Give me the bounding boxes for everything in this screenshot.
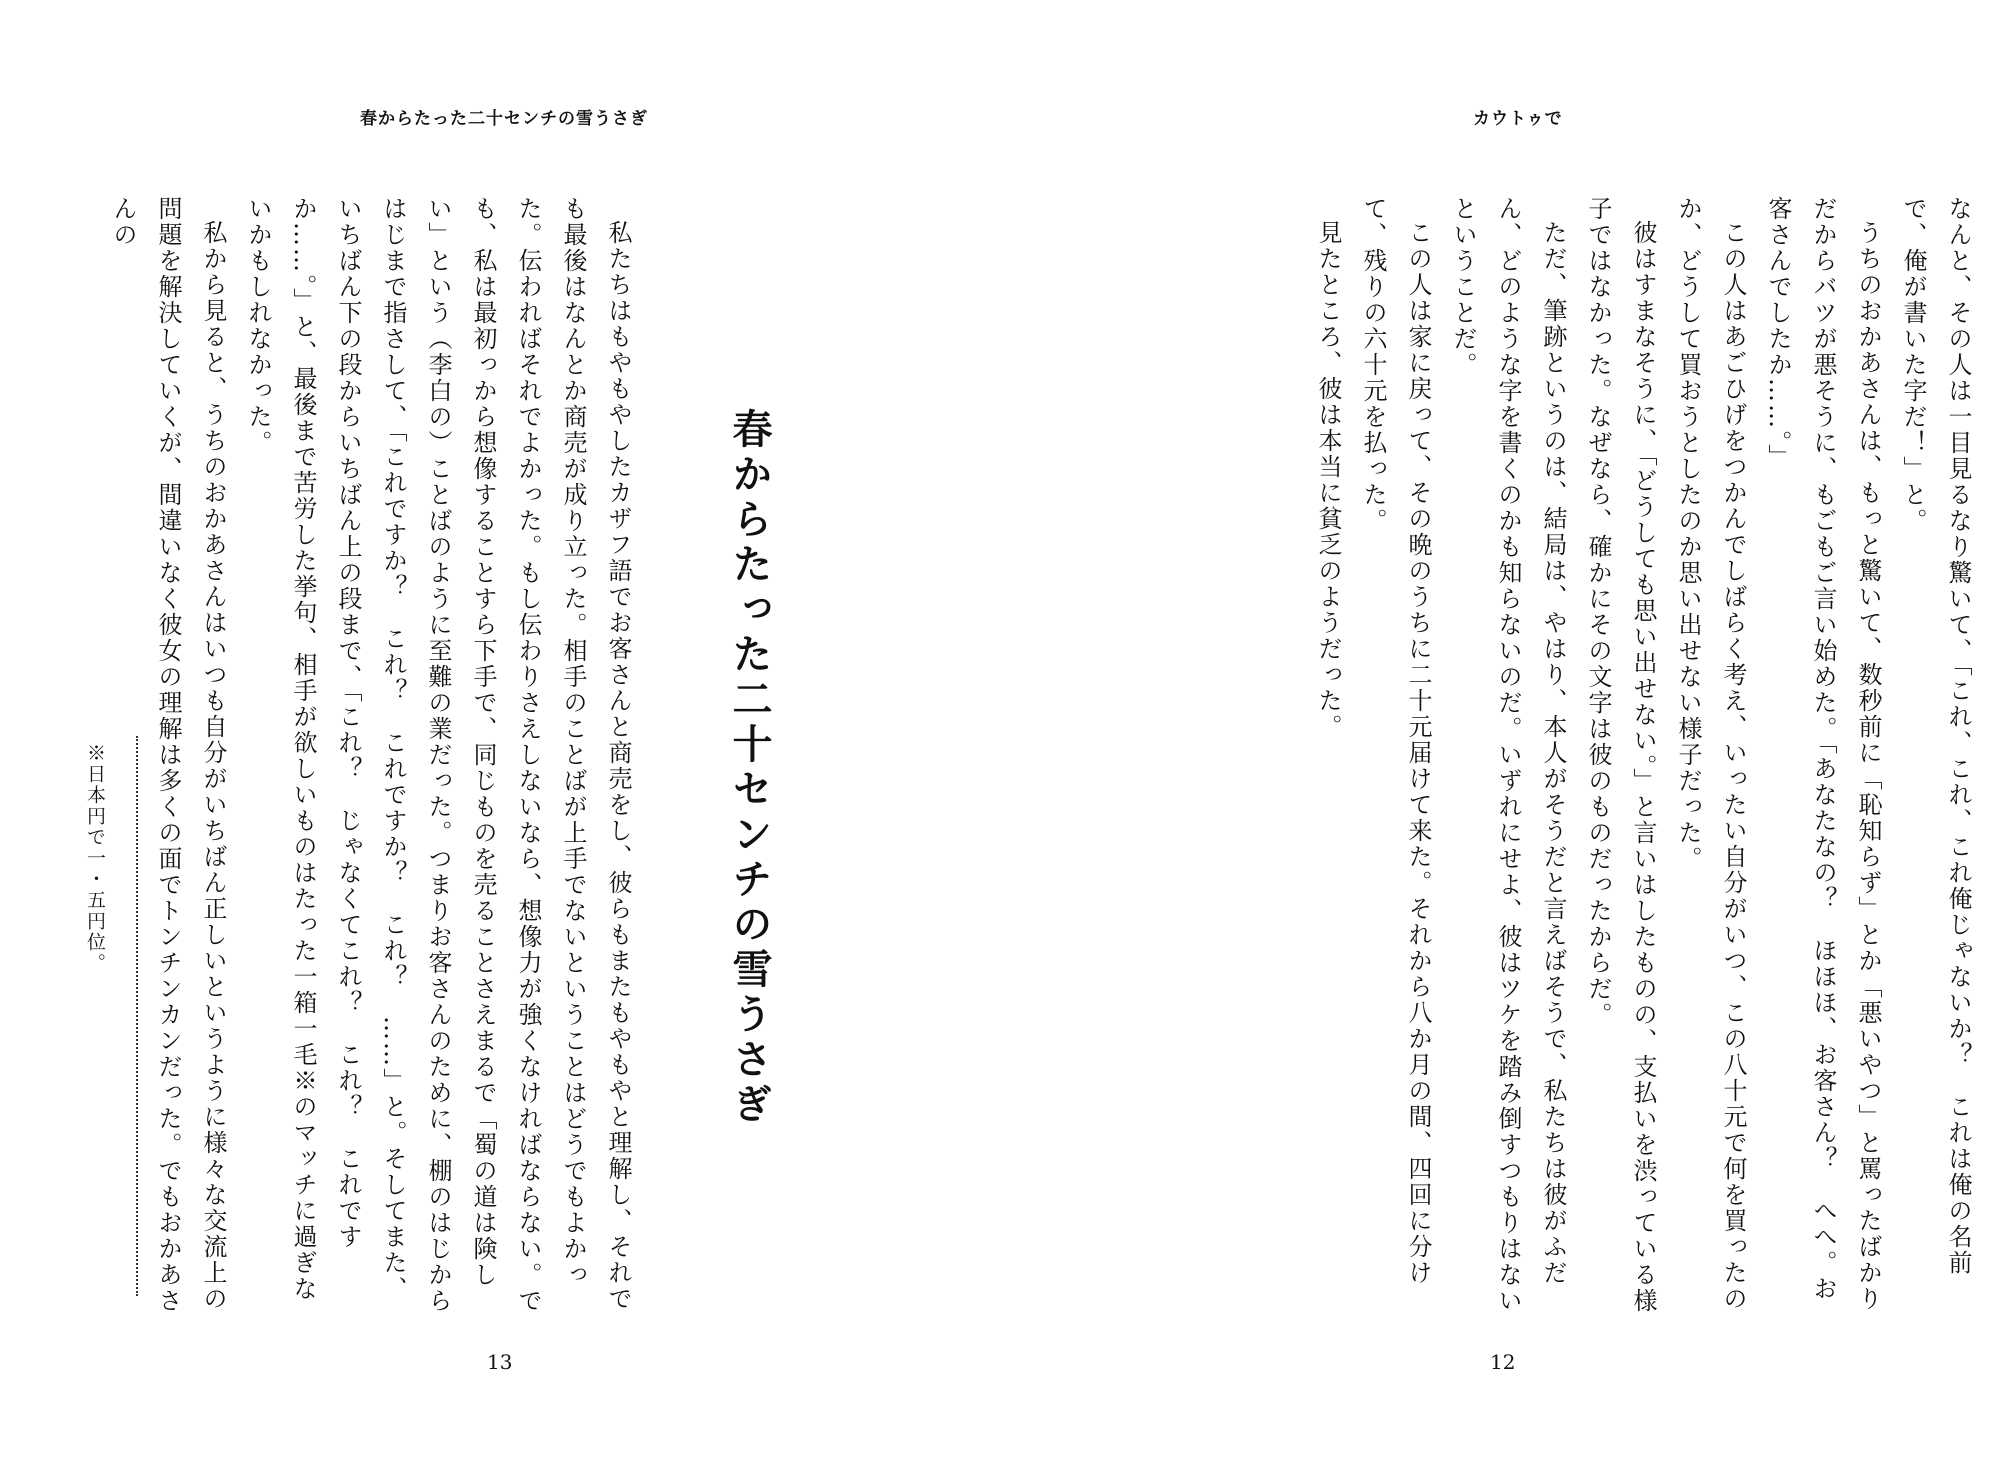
right-paragraph-5: ただ、筆跡というのは、結局は、やはり、本人がそうだと言えばそうで、私たちは彼がふだん、どのような字を書くのかも知らないのだ。いずれにせよ、彼はツケを踏み倒すつもりはないということだ。 [1449,196,1567,1314]
right-paragraph-7: 見たところ、彼は本当に貧乏のようだった。 [1314,220,1342,740]
right-page-body [1130,196,1980,1322]
right-paragraph-2: うちのおかあさんは、もっと驚いて、数秒前に「恥知らず」とか「悪いやつ」と罵ったばかりだからバツが悪そうに、もごもご言い始めた。「あなたなの？ ほほほ、お客さん？ へへ。お客さんでしたか……。」 [1764,196,1882,1312]
running-head-right: カウトゥで [1473,109,1563,129]
right-page [1000,0,2000,1469]
right-paragraph-6: この人は家に戻って、その晩のうちに二十元届けて来た。それから八か月の間、四回に分けて、残りの六十元を払った。 [1359,196,1432,1286]
running-head-left: 春からたった二十センチの雪うさぎ [360,109,648,129]
right-paragraph-1: なんと、その人は一目見るなり驚いて、「これ、これ、これ俺じゃないか？ これは俺の名前で、俺が書いた字だ！」と。 [1899,196,1972,1276]
left-paragraph-2: 私から見ると、うちのおかあさんはいつも自分がいちばん正しいというように様々な交流上の問題を解決していくが、間違いなく彼女の理解は多くの面でトンチンカンだった。でもおかあさんの [109,196,227,1314]
footnote: ※日本円で一・五円位。 [84,743,106,974]
left-paragraph-1: 私たちはもやもやしたカザフ語でお客さんと商売をし、彼らもまたもやもやと理解し、それでも最後はなんとか商売が成り立った。相手のことばが上手でないということはどうでもよかった。伝わればそれでよかった。もし伝わりさえしないなら、想像力が強くなければならない。でも、私は最初っから想像することすら下手で、同じものを売ることさえまるで「蜀の道は険しい」という（李白の）ことばのように至難の業だった。つまりお客さんのために、棚のはじからはじまで指さして、「これですか？ これ？ これですか？ これ？ ……」と。そしてまた、いちばん下の段からいちばん上の段まで、「これ？ じゃなくてこれ？ これ？ これですか……。」と、最後まで苦労した挙句、相手が欲しいものはたった一箱一毛※のマッチに過ぎないかもしれなかった。 [244,196,632,1314]
right-paragraph-4: 彼はすまなそうに、「どうしても思い出せない。」と言いはしたものの、支払いを渋っている様子ではなかった。なぜなら、確かにその文字は彼のものだったからだ。 [1584,196,1657,1314]
footnote-divider [136,736,138,1296]
chapter-title: 春からたった二十センチの雪うさぎ [726,408,773,1128]
page-number-right: 12 [1490,1350,1516,1374]
right-paragraph-3: この人はあごひげをつかんでしばらく考え、いったい自分がいつ、この八十元で何を買ったのか、どうして買おうとしたのか思い出せない様子だった。 [1674,196,1747,1312]
page-number-left: 13 [487,1350,513,1374]
left-page-body [109,196,640,1322]
